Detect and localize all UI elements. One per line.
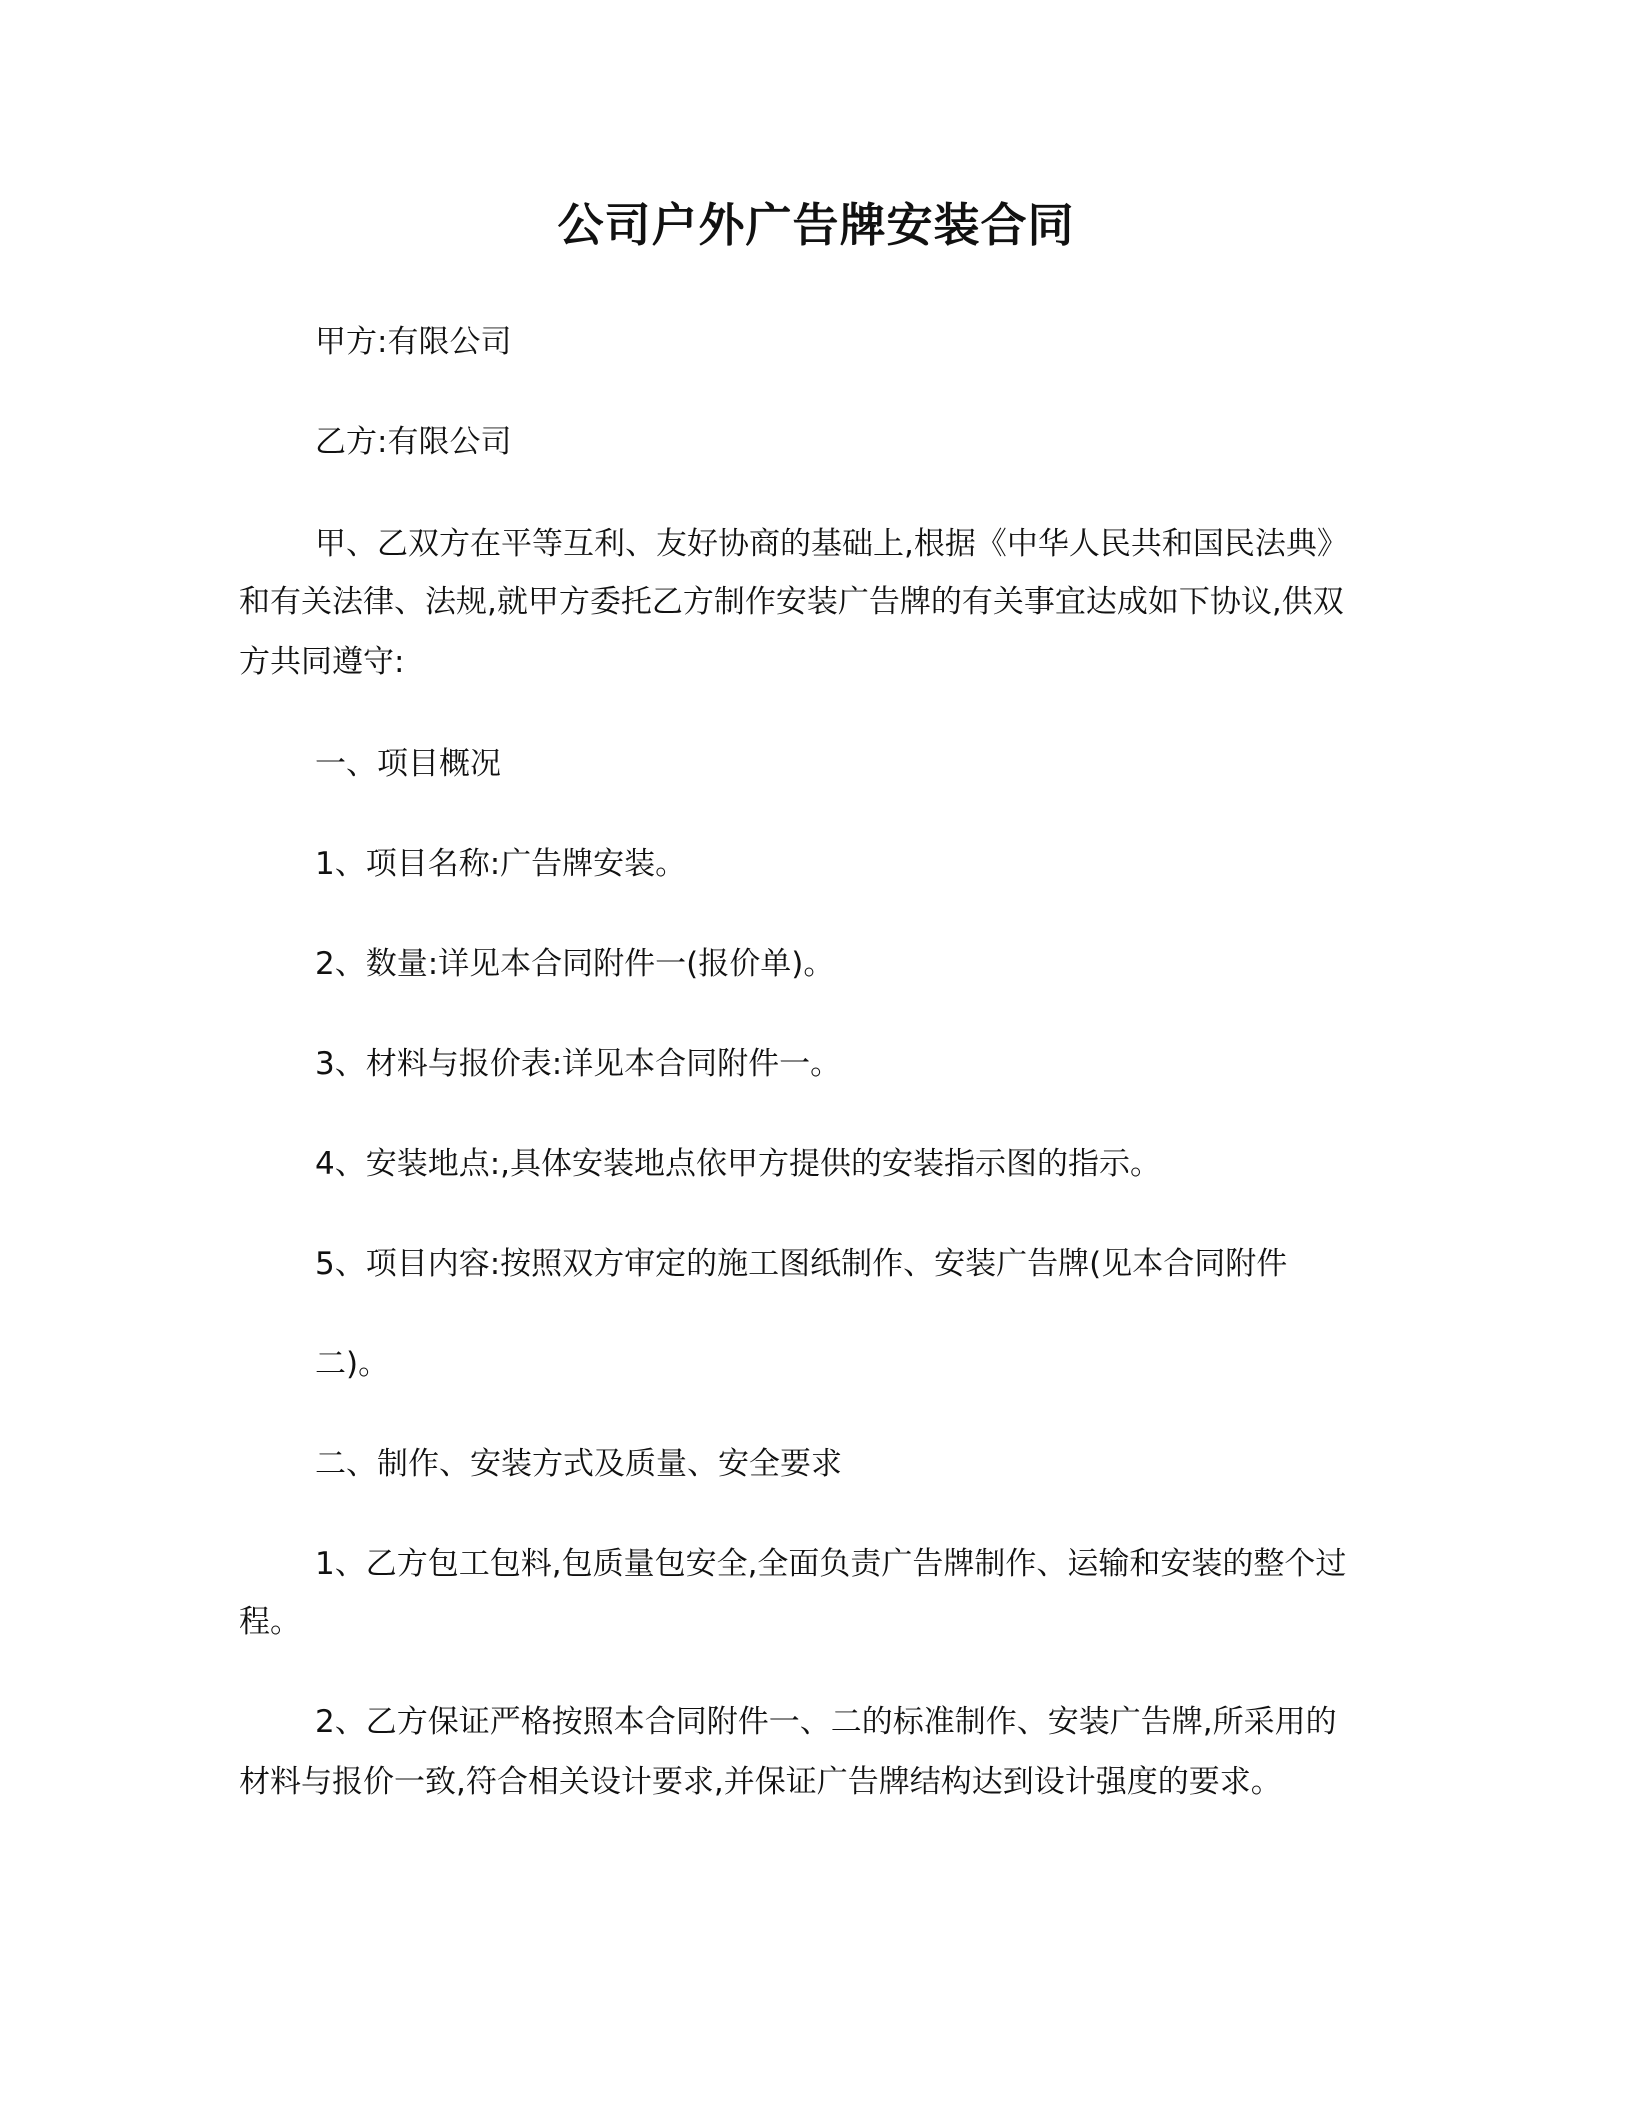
- item-1-2: 2、数量:详见本合同附件一(报价单)。: [315, 946, 835, 982]
- preamble-line-1: 甲、乙双方在平等互利、友好协商的基础上,根据《中华人民共和国民法典》: [315, 526, 1348, 562]
- item-2-2-line-2: 材料与报价一致,符合相关设计要求,并保证广告牌结构达到设计强度的要求。: [239, 1764, 1282, 1800]
- item-1-5-line-1: 5、项目内容:按照双方审定的施工图纸制作、安装广告牌(见本合同附件: [315, 1246, 1288, 1282]
- item-2-1-line-1: 1、乙方包工包料,包质量包安全,全面负责广告牌制作、运输和安装的整个过: [315, 1546, 1347, 1582]
- document-title: 公司户外广告牌安装合同: [557, 198, 1075, 252]
- section-2-heading: 二、制作、安装方式及质量、安全要求: [315, 1446, 842, 1482]
- item-1-5-line-2: 二)。: [315, 1346, 390, 1382]
- section-1-heading: 一、项目概况: [315, 746, 501, 782]
- item-2-2-line-1: 2、乙方保证严格按照本合同附件一、二的标准制作、安装广告牌,所采用的: [315, 1704, 1337, 1740]
- party-b-line: 乙方:有限公司: [315, 424, 512, 460]
- item-1-1: 1、项目名称:广告牌安装。: [315, 846, 687, 882]
- item-1-3: 3、材料与报价表:详见本合同附件一。: [315, 1046, 842, 1082]
- preamble-line-3: 方共同遵守:: [239, 644, 405, 680]
- item-1-4: 4、安装地点:,具体安装地点依甲方提供的安装指示图的指示。: [315, 1146, 1162, 1182]
- preamble-line-2: 和有关法律、法规,就甲方委托乙方制作安装广告牌的有关事宜达成如下协议,供双: [239, 584, 1344, 620]
- party-a-line: 甲方:有限公司: [315, 324, 512, 360]
- item-2-1-line-2: 程。: [239, 1604, 301, 1640]
